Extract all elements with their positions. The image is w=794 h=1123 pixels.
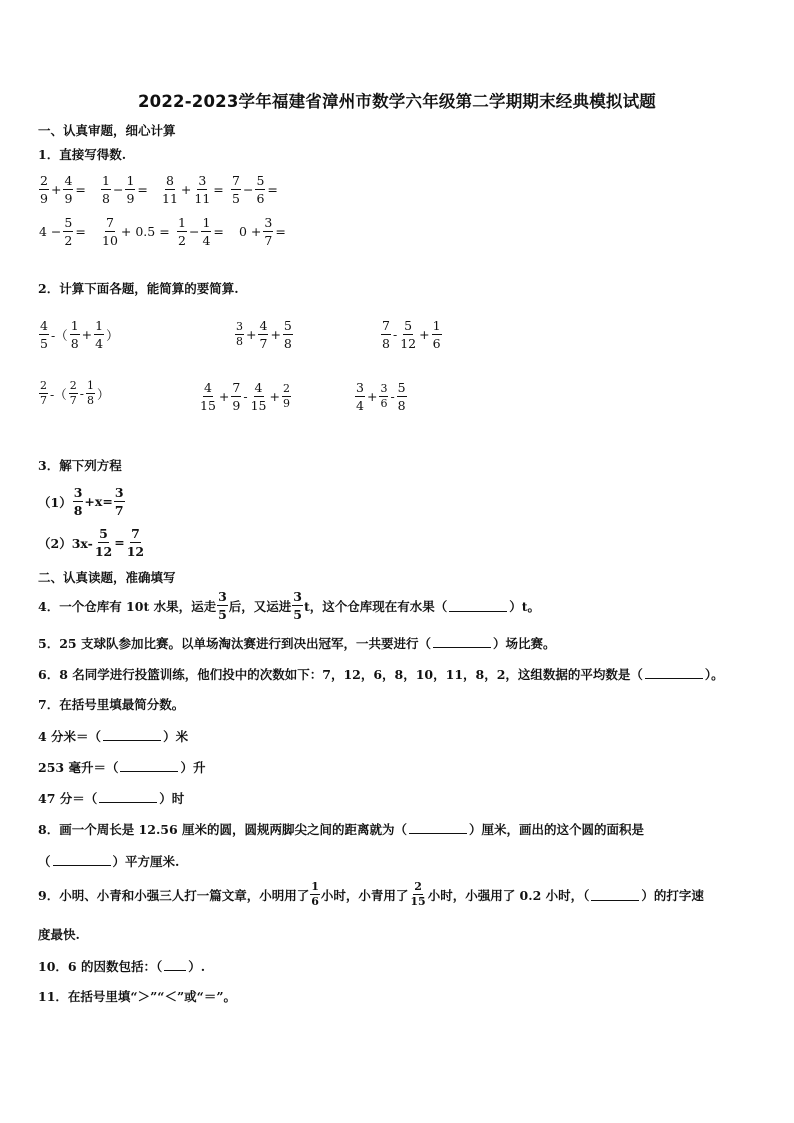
section-1-heading: 一、认真审题，细心计算 (38, 123, 176, 138)
q8-blank-2[interactable] (53, 853, 111, 866)
q7-blank-2[interactable] (120, 759, 178, 772)
q2-label: 2．计算下面各题，能简算的要简算. (38, 281, 239, 296)
q3-equation-1: （1） $\frac{3}{8}$ +x= $\frac{3}{7}$ (38, 485, 124, 518)
q7-line-1: 4 分米＝（ ）米 (38, 729, 189, 744)
q4-answer-blank[interactable] (449, 599, 507, 612)
q6-answer-blank[interactable] (645, 666, 703, 679)
q9-answer-blank[interactable] (591, 888, 639, 901)
q1-expr-5: 4 − $\frac{5}{2}$ = (39, 215, 86, 248)
q1-expr-1: $\frac{2}{9}$ + $\frac{4}{9}$ = (40, 173, 86, 206)
q9-text-line-2: 度最快. (38, 927, 80, 942)
q9-text-line-1: 9．小明、小青和小强三人打一篇文章，小明用了 $\frac{1}{6}$ 小时，小青用了 $\frac{2}{15}$ 小时，小强用了 0.2 小时，（ ）的打字速 (38, 880, 704, 908)
q8-text-line-2: （ ）平方厘米. (38, 854, 180, 869)
q1-expr-4: $\frac{7}{5}$ − $\frac{5}{6}$ = (232, 173, 278, 206)
q7-line-3: 47 分＝（ ）时 (38, 791, 185, 806)
q8-text-line-1: 8．画一个周长是 12.56 厘米的圆，圆规两脚尖之间的距离就为（ ）厘米，画出的这个圆的面积是 (38, 822, 645, 837)
q10-answer-blank[interactable] (164, 958, 186, 971)
q2-expr-6: $\frac{3}{4}$ + $\frac{3}{6}$ - $\frac{5}{8}$ (356, 380, 406, 413)
q3-equation-2: （2）3x- $\frac{5}{12}$ = $\frac{7}{12}$ (38, 526, 145, 559)
q7-line-2: 253 毫升＝（ ）升 (38, 760, 206, 775)
q4-text: 4．一个仓库有 10t 水果，运走 $\frac{3}{5}$ 后，又运进 $\frac{3}{5}$ t，这个仓库现在有水果（ ）t。 (38, 589, 541, 622)
q5-answer-blank[interactable] (433, 635, 491, 648)
section-2-heading: 二、认真读题，准确填写 (38, 570, 176, 585)
q8-blank-1[interactable] (409, 821, 467, 834)
q3-label: 3．解下列方程 (38, 458, 122, 473)
page-title: 2022-2023学年福建省漳州市数学六年级第二学期期末经典模拟试题 (138, 92, 656, 111)
q2-expr-2: $\frac{3}{8}$ + $\frac{4}{7}$ + $\frac{5}{8}$ (236, 318, 292, 351)
q6-text: 6．8 名同学进行投篮训练，他们投中的次数如下：7，12，6，8，10，11，8，2，这组数据的平均数是（ ）。 (38, 667, 724, 682)
q5-text: 5．25 支球队参加比赛。以单场淘汰赛进行到决出冠军，一共要进行（ ）场比赛。 (38, 636, 556, 651)
q11-text: 11．在括号里填“＞”“＜”或“＝”。 (38, 989, 237, 1004)
q2-expr-4: $\frac{2}{7}$ -（ $\frac{2}{7}$ - $\frac{1}{8}$ ） (40, 379, 110, 407)
q1-expr-2: $\frac{1}{8}$ − $\frac{1}{9}$ = (102, 173, 148, 206)
q7-blank-3[interactable] (99, 790, 157, 803)
q2-expr-5: $\frac{4}{15}$ + $\frac{7}{9}$ - $\frac{4}{15}$ + $\frac{2}{9}$ (200, 380, 290, 413)
q1-label: 1．直接写得数. (38, 147, 127, 162)
q1-expr-8: 0 + $\frac{3}{7}$ = (239, 215, 286, 248)
q10-text: 10．6 的因数包括：（ ）. (38, 959, 206, 974)
q2-expr-3: $\frac{7}{8}$ - $\frac{5}{12}$ + $\frac{1}{6}$ (382, 318, 441, 351)
q1-expr-3: $\frac{8}{11}$ + $\frac{3}{11}$ = (162, 173, 224, 206)
q1-expr-6: $\frac{7}{10}$ + 0.5 = (102, 215, 170, 248)
q7-label: 7．在括号里填最简分数。 (38, 697, 185, 712)
q2-expr-1: $\frac{4}{5}$ -（ $\frac{1}{8}$ + $\frac{1}{4}$ ） (40, 318, 119, 351)
q1-expr-7: $\frac{1}{2}$ − $\frac{1}{4}$ = (178, 215, 224, 248)
q7-blank-1[interactable] (103, 728, 161, 741)
